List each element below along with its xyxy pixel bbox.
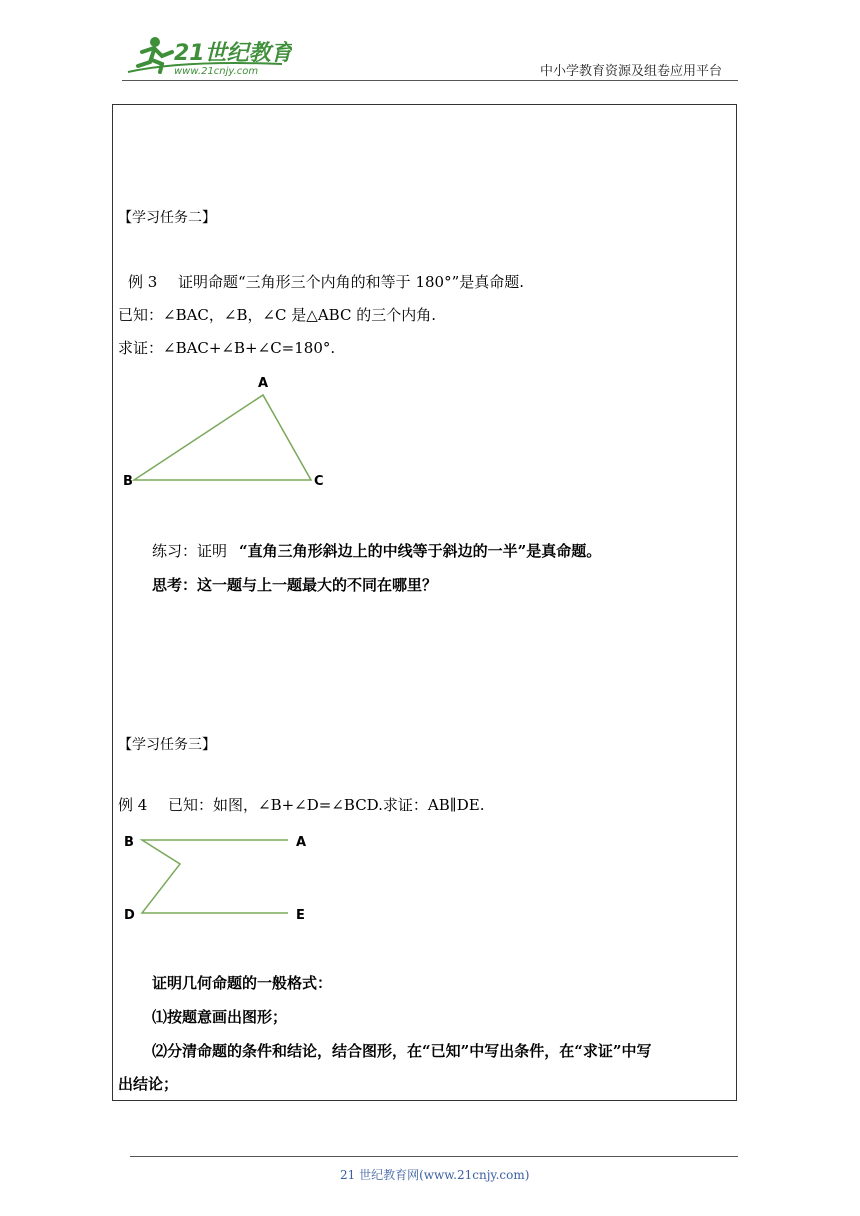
logo-text: 21世纪教育 <box>174 41 292 66</box>
content-frame <box>112 104 737 1101</box>
site-logo <box>122 30 292 80</box>
runner-logo-icon <box>122 30 292 80</box>
proof-format-title: 证明几何命题的一般格式： <box>152 974 333 992</box>
point-a-label: A <box>296 835 307 850</box>
task3-heading: 【学习任务三】 <box>118 737 216 753</box>
point-b-label: B <box>124 835 134 850</box>
triangle-abc <box>134 395 311 480</box>
footer-divider <box>130 1156 738 1157</box>
vertex-b-label: B <box>123 474 133 489</box>
proof-step-1: ⑴按题意画出图形； <box>152 1008 288 1026</box>
triangle-abc-figure <box>118 370 348 495</box>
example4-statement: 已知：如图，∠B+∠D=∠BCD.求证：AB∥DE. <box>168 796 485 814</box>
logo-url: www.21cnjy.com <box>174 66 259 77</box>
example3-prove: 求证：∠BAC+∠B+∠C=180°. <box>118 339 336 357</box>
practice-label: 练习：证明 <box>152 542 228 560</box>
site-tagline: 中小学教育资源及组卷应用平台 <box>540 64 723 79</box>
task2-heading: 【学习任务二】 <box>118 210 216 226</box>
vertex-a-label: A <box>258 376 269 391</box>
example3-statement: 证明命题“三角形三个内角的和等于 180°”是真命题. <box>178 273 525 291</box>
example4-label: 例 4 <box>118 796 148 814</box>
point-d-label: D <box>124 908 135 923</box>
proof-step-2-line2: 出结论； <box>118 1075 179 1093</box>
vertex-c-label: C <box>314 474 324 489</box>
path-b-c-d <box>142 840 288 913</box>
example3-given: 已知：∠BAC，∠B，∠C 是△ABC 的三个内角. <box>118 306 436 324</box>
think-question: 思考：这一题与上一题最大的不同在哪里？ <box>152 576 438 594</box>
point-e-label: E <box>296 908 305 923</box>
proof-step-2-line1: ⑵分清命题的条件和结论，结合图形，在“已知”中写出条件，在“求证”中写 <box>152 1042 652 1060</box>
footer-link[interactable]: 21 世纪教育网(www.21cnjy.com) <box>340 1168 530 1182</box>
practice-statement: “直角三角形斜边上的中线等于斜边的一半”是真命题。 <box>239 542 602 560</box>
example3-label: 例 3 <box>128 273 158 291</box>
header-divider <box>122 80 738 81</box>
parallel-lines-figure <box>118 826 328 926</box>
